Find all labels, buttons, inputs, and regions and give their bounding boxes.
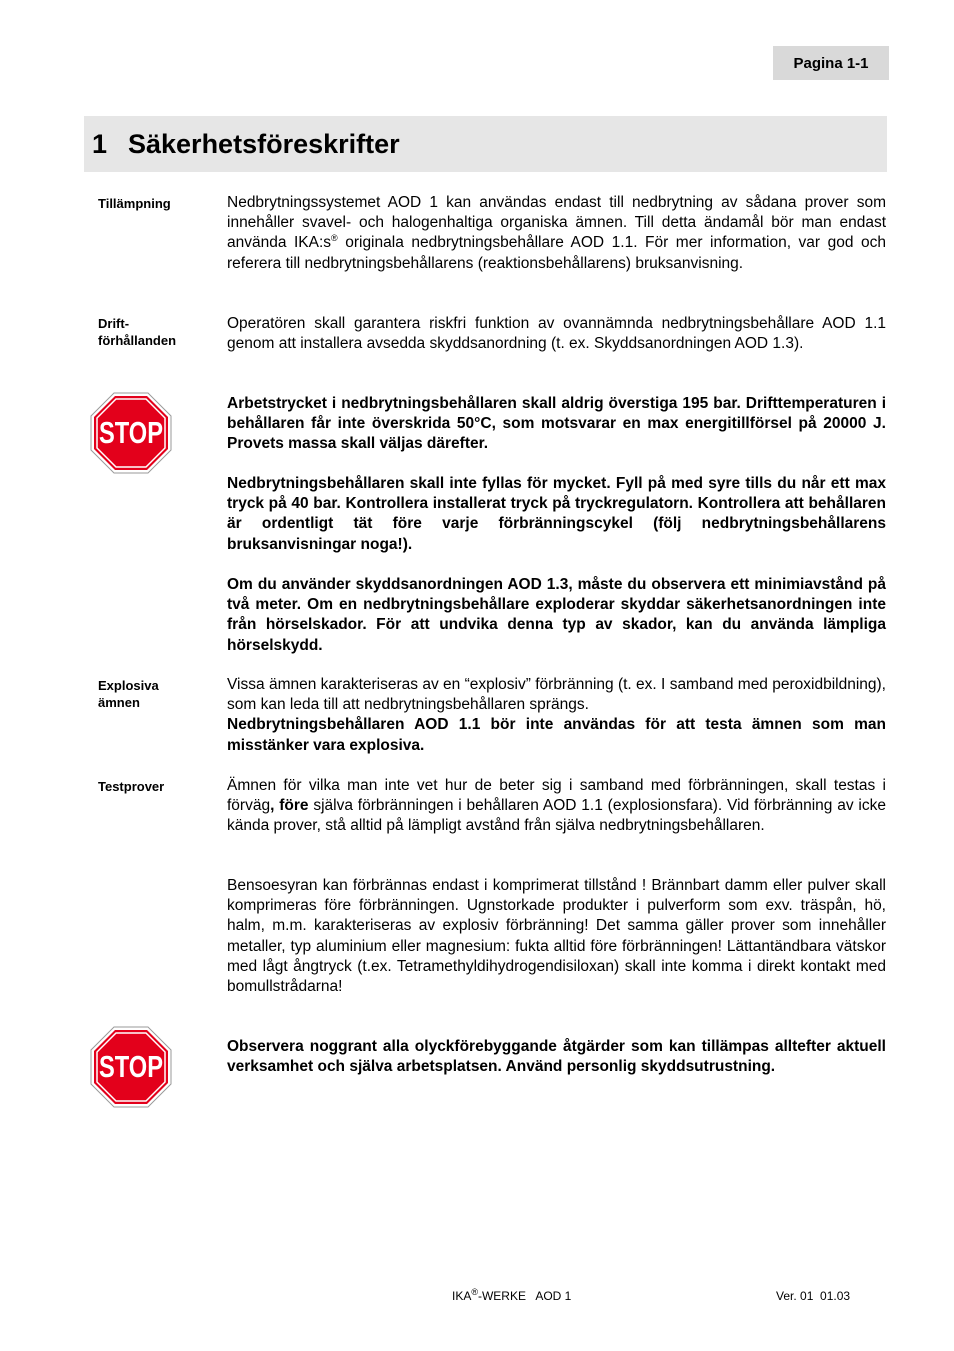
paragraph-testprover-2: Bensoesyran kan förbrännas endast i komprimerat tillstånd ! Brännbart damm eller pulver skall komprimeras före förbränningen. Ugnstorkade produkter i pulverform som exv. träspån, hö, halm, m.m. karakteriseras av explosiv förbränning! Det samma gäller prover som innehåller metaller, typ aluminium eller magnesium: fukta alltid före förbränningen! Lättantändbara vätskor med lågt ångtryck (t.ex. Tetramethyldihydrogendisiloxan) skall inte komma i direkt kontakt med bomullstrådarna!	[227, 877, 886, 996]
section-label-drift: Drift- förhållanden	[98, 316, 177, 348]
svg-text:STOP: STOP	[99, 1049, 163, 1084]
footer-version: Ver. 01 01.03	[776, 1289, 851, 1303]
chapter-title: Säkerhetsföreskrifter	[128, 128, 400, 159]
footer-brand: IKA®-WERKE AOD 1	[452, 1287, 572, 1303]
chapter-number: 1	[92, 128, 108, 159]
warning-distance: Om du använder skyddsanordningen AOD 1.3, måste du observera ett minimiavstånd på två meter. Om en nedbrytningsbehållare exploderar skyddar säkerhetsanordningen inte från hörselskador. För att undvika denna typ av skador, kan du använda lämpliga hörselskydd.	[227, 576, 886, 654]
warning-filling: Nedbrytningsbehållaren skall inte fyllas för mycket. Fyll på med syre tills du når ett max tryck på 40 bar. Kontrollera installerat tryck på tryckregulatorn. Kontrollera att behållaren är ordentligt tät före varje förbränningscykel (följ nedbrytningsbehållarens bruksanvisningar noga!).	[227, 475, 886, 553]
svg-text:STOP: STOP	[99, 415, 163, 450]
paragraph-testprover-1: Ämnen för vilka man inte vet hur de beter sig i samband med förbränningen, skall testas i förväg, före själva förbränningen i behållaren AOD 1.1 (explosionsfara). Vid förbränning av icke kända prover, stå alltid på lämpligt avstånd från själva nedbrytningsbehållaren.	[227, 777, 886, 835]
page-number-badge: Pagina 1-1	[773, 46, 889, 80]
paragraph-drift: Operatören skall garantera riskfri funktion av ovannämnda nedbrytningsbehållare AOD 1.1 genom att installera avsedda skyddsanordning (t. ex. Skyddsanordningen AOD 1.3).	[227, 315, 886, 353]
chapter-heading	[84, 116, 887, 172]
stop-sign-icon	[90, 392, 172, 474]
stop-sign-icon	[90, 1026, 172, 1108]
section-label-testprover: Testprover	[98, 779, 165, 794]
warning-safety-equipment: Observera noggrant alla olyckförebyggande åtgärder som kan tillämpas alltefter aktuell verksamhet och själva arbetsplatsen. Använd personlig skyddsutrustning.	[227, 1038, 886, 1076]
paragraph-tillampning: Nedbrytningssystemet AOD 1 kan användas endast till nedbrytning av sådana prover som innehåller svavel- och halogenhaltiga organiska ämnen. Till detta ändamål bör man endast använda IKA:s® originala nedbrytningsbehållare AOD 1.1. För mer information, var god och referera till nedbrytningsbehållarens (reaktionsbehållarens) bruksanvisning.	[227, 194, 886, 272]
section-label-tillampning: Tillämpning	[98, 196, 171, 211]
paragraph-explosiva: Vissa ämnen karakteriseras av en “explosiv” förbränning (t. ex. I samband med peroxidbildning), som kan leda till att nedbrytningsbehållaren sprängs. Nedbrytningsbehållaren AOD 1.1 bör inte användas för att testa ämnen som man misstänker vara explosiva.	[227, 676, 886, 754]
registered-mark: ®	[331, 233, 338, 244]
warning-pressure: Arbetstrycket i nedbrytningsbehållaren skall aldrig överstiga 195 bar. Drifttemperaturen i behållaren får inte överskrida 50°C, som motsvarar en max energitillförsel på 20000 J. Provets massa skall väljas därefter.	[227, 395, 886, 453]
section-label-explosiva: Explosiva ämnen	[98, 678, 159, 710]
